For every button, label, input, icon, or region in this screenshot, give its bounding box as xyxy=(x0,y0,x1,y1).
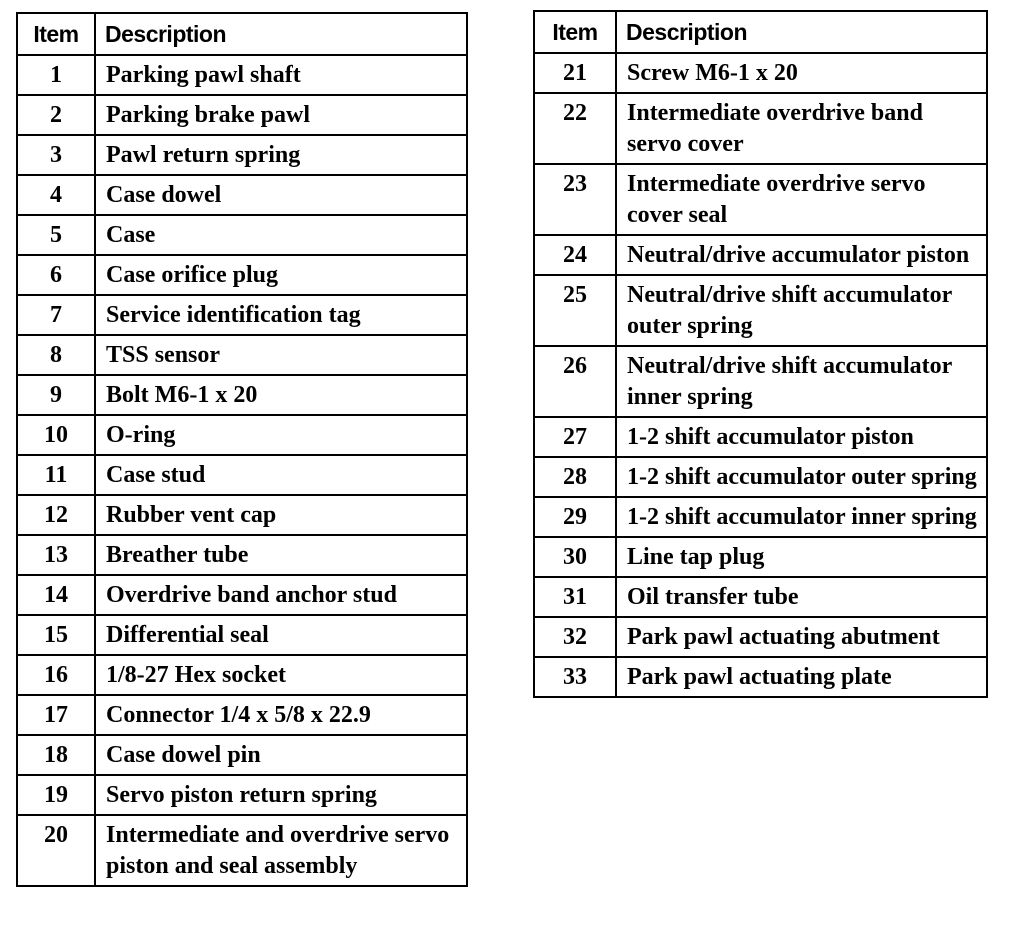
item-number: 31 xyxy=(534,577,616,617)
item-number: 8 xyxy=(17,335,95,375)
item-description: Line tap plug xyxy=(616,537,987,577)
item-number: 15 xyxy=(17,615,95,655)
item-description: Case dowel xyxy=(95,175,467,215)
item-number: 27 xyxy=(534,417,616,457)
table-row xyxy=(17,175,467,215)
item-number: 21 xyxy=(534,53,616,93)
table-row xyxy=(534,164,987,235)
table-row xyxy=(17,815,467,886)
item-description: Bolt M6-1 x 20 xyxy=(95,375,467,415)
table-row xyxy=(534,93,987,164)
item-description: Oil transfer tube xyxy=(616,577,987,617)
table-row xyxy=(534,537,987,577)
table-row xyxy=(17,95,467,135)
item-number: 16 xyxy=(17,655,95,695)
table-row xyxy=(17,55,467,95)
item-number: 32 xyxy=(534,617,616,657)
item-description: 1/8-27 Hex socket xyxy=(95,655,467,695)
item-number: 6 xyxy=(17,255,95,295)
table-row xyxy=(534,497,987,537)
item-description: Case stud xyxy=(95,455,467,495)
item-description: Case orifice plug xyxy=(95,255,467,295)
item-number: 11 xyxy=(17,455,95,495)
description-column-header: Description xyxy=(95,13,467,55)
table-row xyxy=(534,617,987,657)
table-row xyxy=(17,735,467,775)
item-description: Case dowel pin xyxy=(95,735,467,775)
item-number: 22 xyxy=(534,93,616,164)
item-number: 19 xyxy=(17,775,95,815)
table-row xyxy=(17,255,467,295)
table-row xyxy=(17,295,467,335)
item-column-header: Item xyxy=(534,11,616,53)
item-number: 30 xyxy=(534,537,616,577)
item-number: 25 xyxy=(534,275,616,346)
item-number: 20 xyxy=(17,815,95,886)
item-description: Rubber vent cap xyxy=(95,495,467,535)
table-header-row xyxy=(534,11,987,53)
table-row xyxy=(17,135,467,175)
table-row xyxy=(534,235,987,275)
item-description: Servo piston return spring xyxy=(95,775,467,815)
item-description: Overdrive band anchor stud xyxy=(95,575,467,615)
table-header-row xyxy=(17,13,467,55)
item-description: Neutral/drive shift accumulator outer spring xyxy=(616,275,987,346)
table-row xyxy=(17,575,467,615)
parts-table-left xyxy=(16,12,468,887)
item-description: 1-2 shift accumulator inner spring xyxy=(616,497,987,537)
item-number: 17 xyxy=(17,695,95,735)
item-description: Screw M6-1 x 20 xyxy=(616,53,987,93)
table-row xyxy=(17,375,467,415)
table-row xyxy=(17,775,467,815)
item-description: Intermediate overdrive servo cover seal xyxy=(616,164,987,235)
table-row xyxy=(534,417,987,457)
table-row xyxy=(17,455,467,495)
item-description: O-ring xyxy=(95,415,467,455)
item-number: 14 xyxy=(17,575,95,615)
item-number: 29 xyxy=(534,497,616,537)
item-description: Park pawl actuating plate xyxy=(616,657,987,697)
item-description: Intermediate overdrive band servo cover xyxy=(616,93,987,164)
item-number: 13 xyxy=(17,535,95,575)
table-row xyxy=(534,53,987,93)
item-number: 10 xyxy=(17,415,95,455)
item-number: 9 xyxy=(17,375,95,415)
item-number: 5 xyxy=(17,215,95,255)
item-description: Pawl return spring xyxy=(95,135,467,175)
item-description: 1-2 shift accumulator outer spring xyxy=(616,457,987,497)
item-description: Neutral/drive shift accumulator inner spring xyxy=(616,346,987,417)
item-number: 28 xyxy=(534,457,616,497)
item-description: Service identification tag xyxy=(95,295,467,335)
item-description: Breather tube xyxy=(95,535,467,575)
item-description: TSS sensor xyxy=(95,335,467,375)
item-number: 4 xyxy=(17,175,95,215)
table-row xyxy=(17,655,467,695)
table-row xyxy=(17,215,467,255)
table-row xyxy=(17,615,467,655)
table-row xyxy=(17,695,467,735)
item-number: 18 xyxy=(17,735,95,775)
item-number: 7 xyxy=(17,295,95,335)
item-number: 33 xyxy=(534,657,616,697)
table-row xyxy=(534,346,987,417)
item-column-header: Item xyxy=(17,13,95,55)
item-description: Park pawl actuating abutment xyxy=(616,617,987,657)
table-row xyxy=(17,335,467,375)
item-number: 12 xyxy=(17,495,95,535)
table-row xyxy=(17,535,467,575)
item-description: Neutral/drive accumulator piston xyxy=(616,235,987,275)
table-row xyxy=(534,457,987,497)
item-number: 1 xyxy=(17,55,95,95)
item-description: 1-2 shift accumulator piston xyxy=(616,417,987,457)
item-description: Parking brake pawl xyxy=(95,95,467,135)
item-description: Differential seal xyxy=(95,615,467,655)
item-description: Connector 1/4 x 5/8 x 22.9 xyxy=(95,695,467,735)
table-row xyxy=(534,577,987,617)
item-number: 26 xyxy=(534,346,616,417)
table-row xyxy=(17,415,467,455)
parts-table-right xyxy=(533,10,988,698)
item-description: Case xyxy=(95,215,467,255)
item-number: 23 xyxy=(534,164,616,235)
item-description: Parking pawl shaft xyxy=(95,55,467,95)
table-row xyxy=(17,495,467,535)
item-number: 24 xyxy=(534,235,616,275)
table-row xyxy=(534,275,987,346)
item-number: 3 xyxy=(17,135,95,175)
item-number: 2 xyxy=(17,95,95,135)
description-column-header: Description xyxy=(616,11,987,53)
item-description: Intermediate and overdrive servo piston and seal assembly xyxy=(95,815,467,886)
table-row xyxy=(534,657,987,697)
